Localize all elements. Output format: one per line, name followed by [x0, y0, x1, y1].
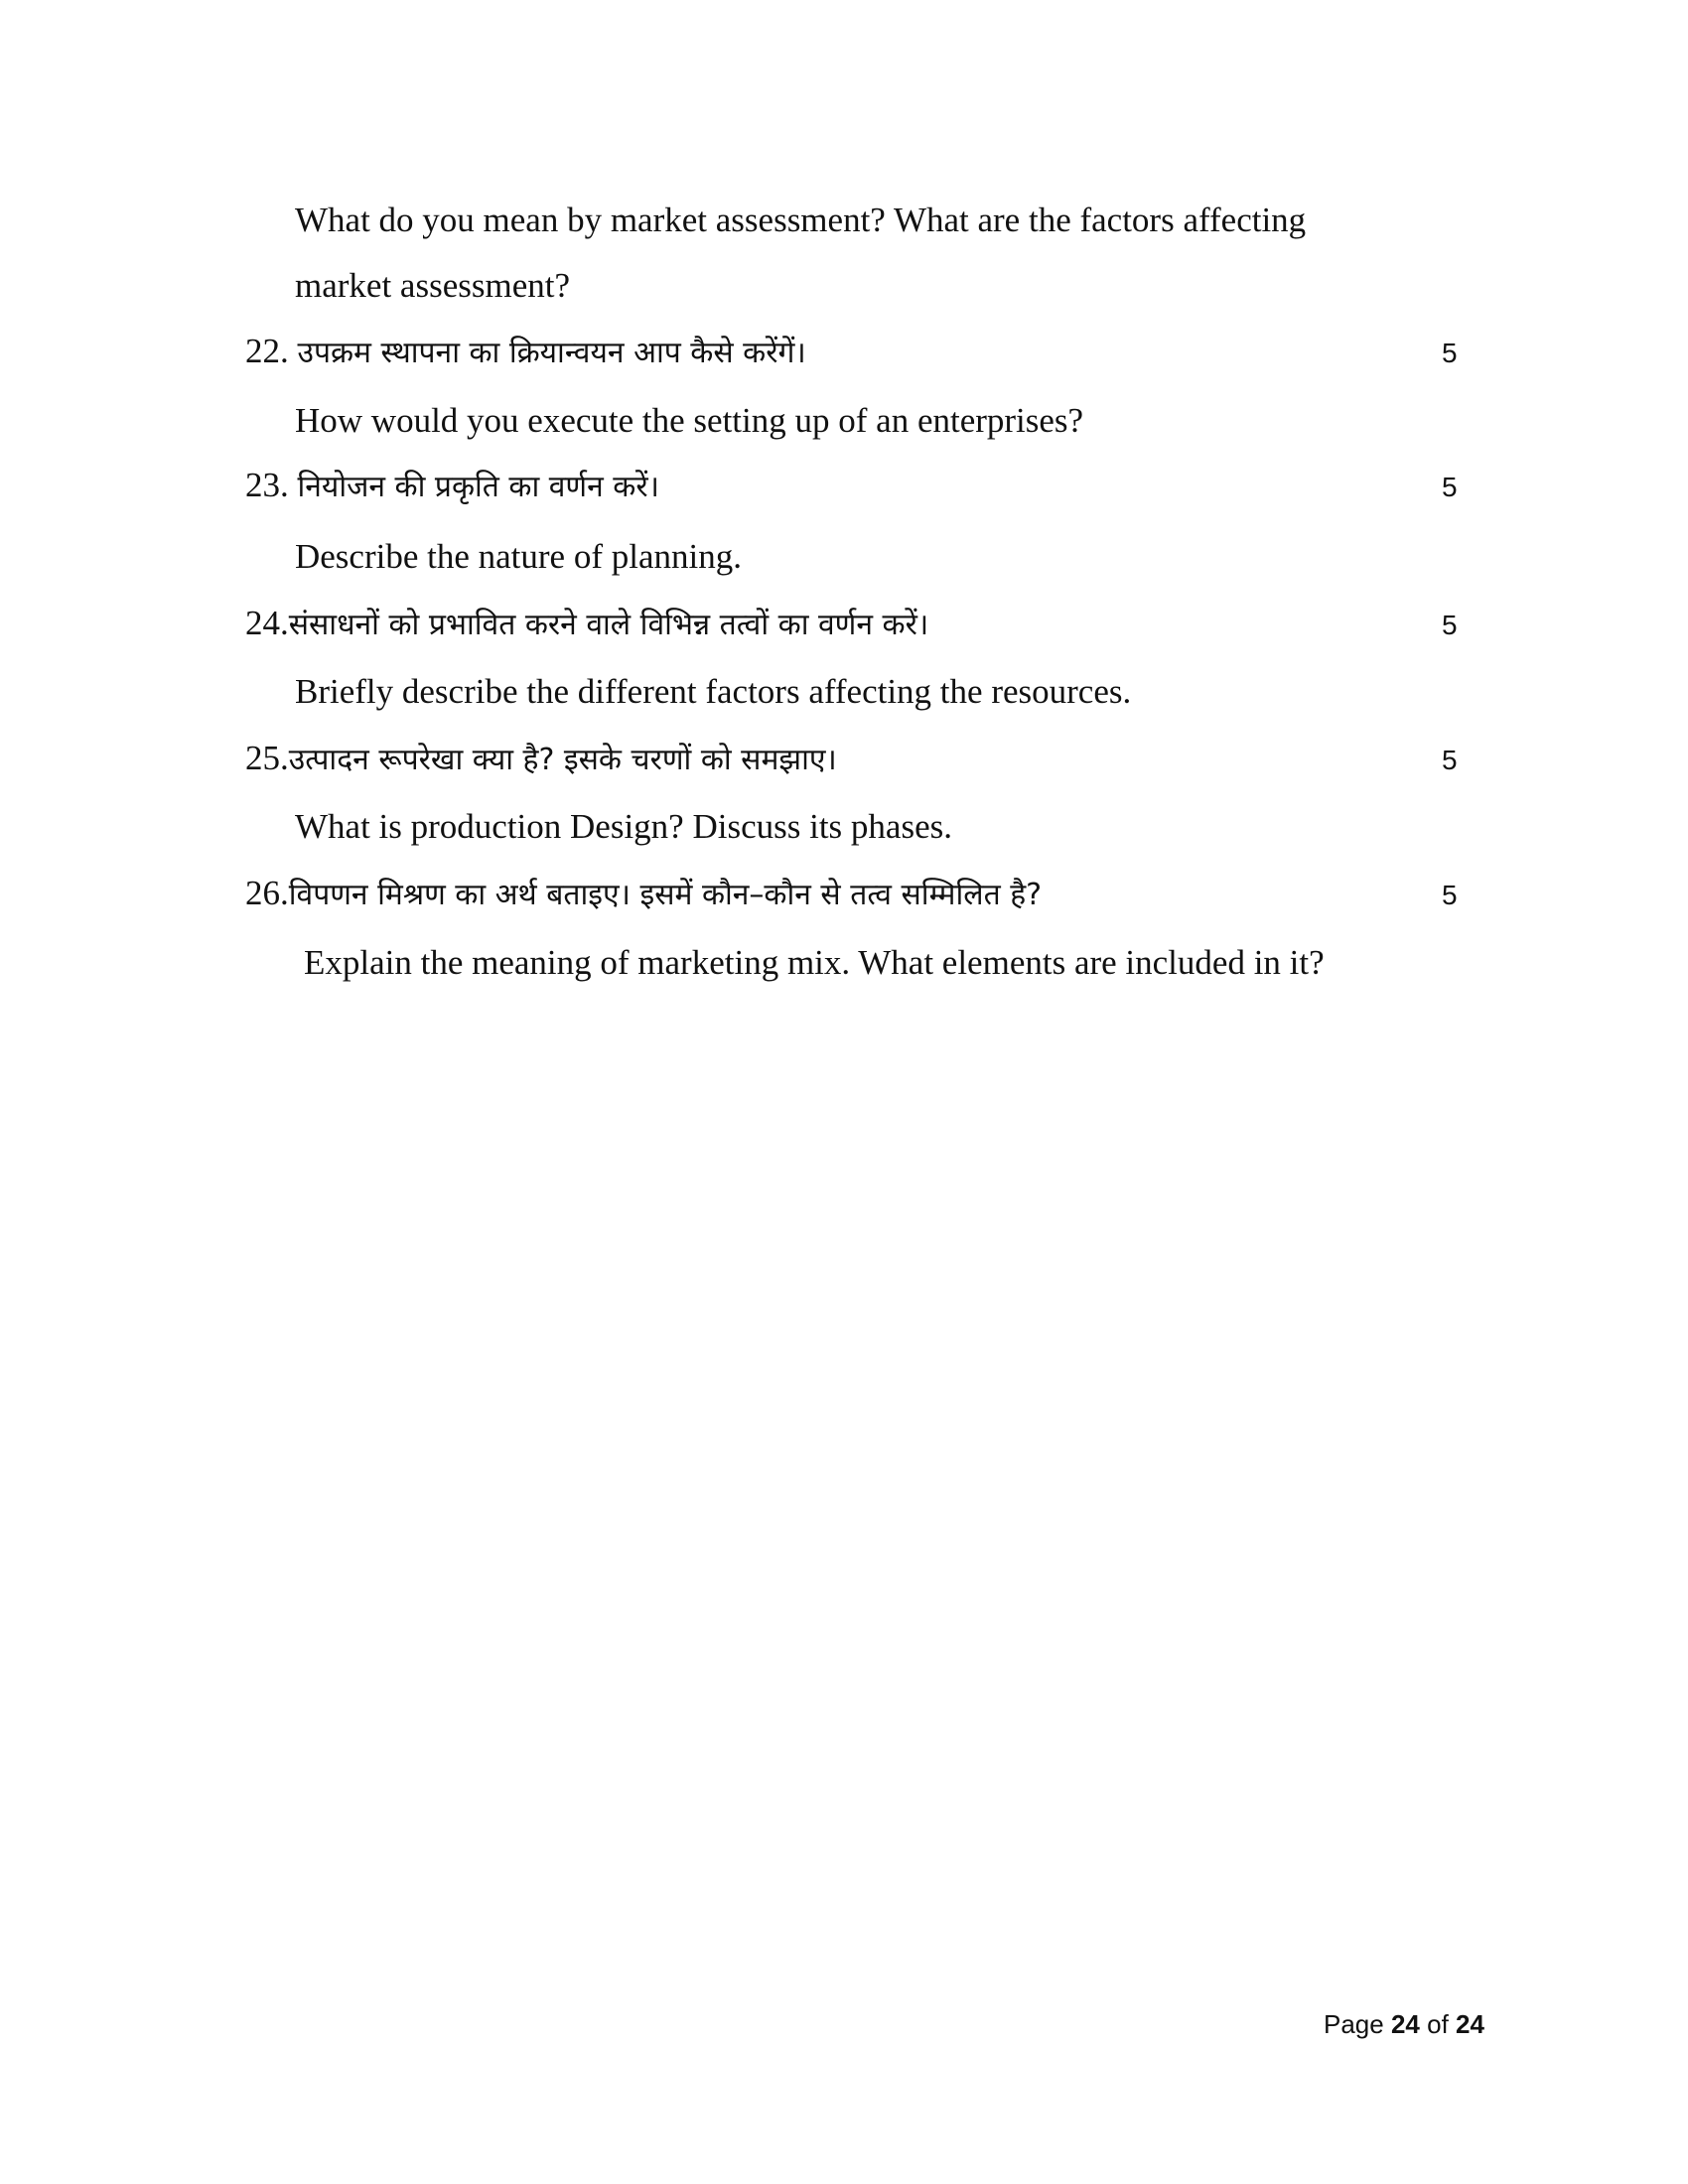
question-hindi-text: विपणन मिश्रण का अर्थ बताइए। इसमें कौन–कौन से तत्व सम्मिलित है?	[288, 878, 1043, 912]
question-21-english-line2: market assessment?	[295, 266, 570, 305]
footer-total-pages: 24	[1456, 2009, 1484, 2039]
question-23-marks: 5	[1442, 472, 1458, 502]
question-26-english: Explain the meaning of marketing mix. What elements are included in it?	[304, 943, 1325, 982]
question-number: 25.	[245, 739, 289, 777]
footer-prefix: Page	[1324, 2009, 1384, 2039]
question-22-marks: 5	[1442, 338, 1458, 368]
question-hindi-text: उत्पादन रूपरेखा क्या है? इसके चरणों को समझाए।	[288, 743, 837, 777]
question-hindi-text: उपक्रम स्थापना का क्रियान्वयन आप कैसे करेंगें।	[297, 336, 806, 370]
question-number: 24.	[245, 604, 289, 642]
question-21-english-line1: What do you mean by market assessment? What are the factors affecting	[295, 201, 1307, 239]
footer-current-page: 24	[1390, 2009, 1420, 2039]
question-hindi-text: नियोजन की प्रकृति का वर्णन करें।	[297, 470, 659, 504]
question-22-english: How would you execute the setting up of an enterprises?	[295, 401, 1084, 440]
question-25-english: What is production Design? Discuss its phases.	[295, 807, 952, 846]
question-23-hindi	[245, 466, 659, 507]
question-number: 26.	[245, 874, 289, 912]
page-footer	[1324, 2009, 1484, 2040]
question-25-hindi	[245, 739, 837, 780]
footer-of: of	[1427, 2009, 1449, 2039]
question-23-english: Describe the nature of planning.	[295, 537, 742, 576]
question-26-marks: 5	[1442, 880, 1458, 910]
question-number: 22.	[245, 332, 289, 370]
question-24-english: Briefly describe the different factors affecting the resources.	[295, 672, 1132, 711]
question-26-hindi	[245, 874, 1042, 915]
question-24-marks: 5	[1442, 610, 1458, 640]
question-22-hindi	[245, 332, 806, 373]
question-25-marks: 5	[1442, 745, 1458, 775]
question-hindi-text: संसाधनों को प्रभावित करने वाले विभिन्न तत्वों का वर्णन करें।	[288, 608, 929, 642]
question-24-hindi	[245, 604, 928, 645]
question-number: 23.	[245, 466, 289, 504]
